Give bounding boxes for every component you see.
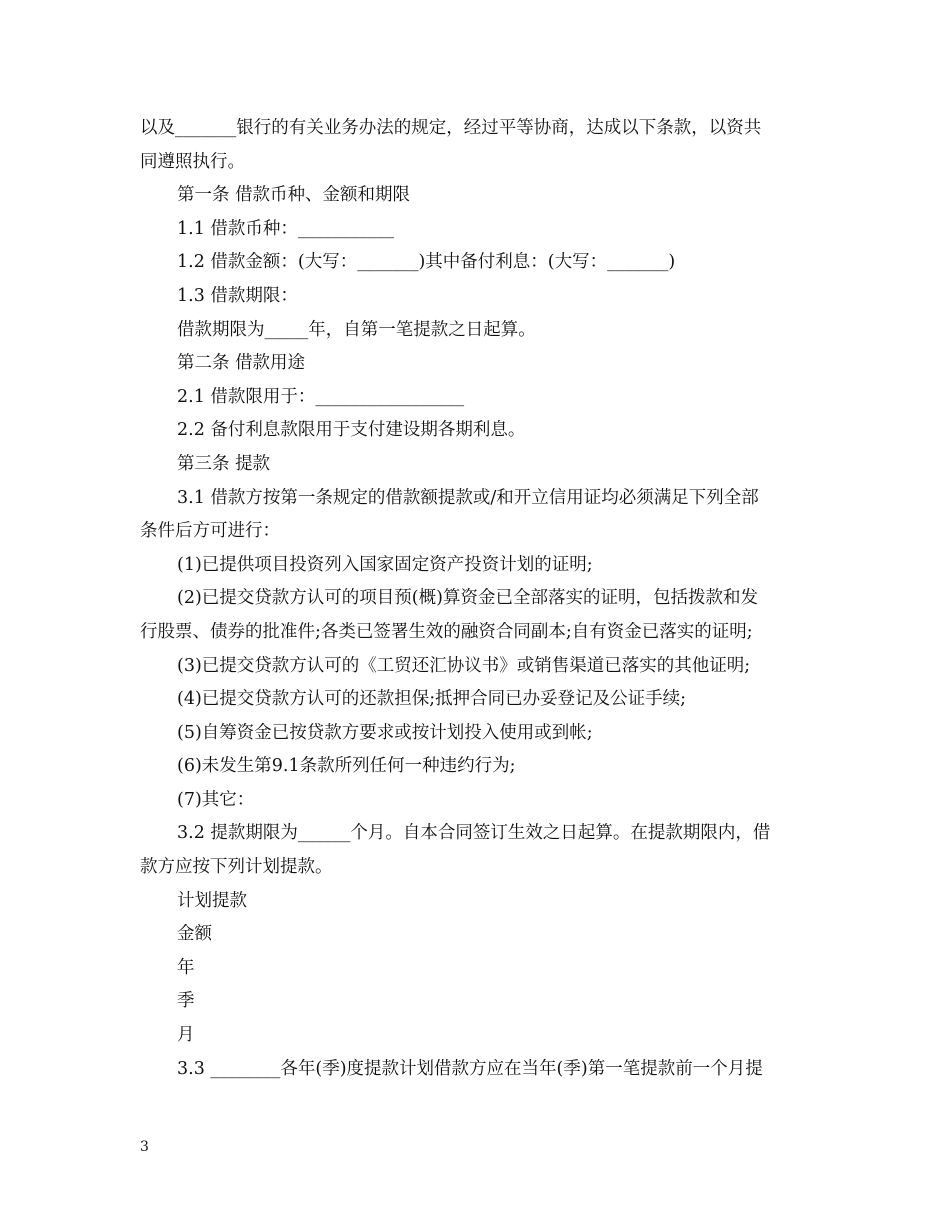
clause-line: 3.3 ________各年(季)度提款计划借款方应在当年(季)第一笔提款前一个月提	[177, 1058, 763, 1079]
table-label: 金额	[177, 924, 212, 945]
clause-line: 1.3 借款期限：	[177, 285, 298, 306]
condition-item: (1)已提供项目投资列入国家固定资产投资计划的证明;	[177, 554, 593, 575]
condition-item: (7)其它：	[177, 789, 255, 810]
condition-item: (5)自筹资金已按贷款方要求或按计划投入使用或到帐;	[177, 722, 593, 743]
article-heading: 第一条 借款币种、金额和期限	[177, 185, 411, 206]
article-heading: 第二条 借款用途	[177, 353, 306, 374]
condition-item: (6)未发生第9.1条款所列任何一种违约行为;	[177, 756, 516, 777]
text-line: 行股票、债券的批准件;各类已签署生效的融资合同副本;自有资金已落实的证明;	[140, 621, 753, 642]
clause-line: 1.2 借款金额：(大写：_______)其中备付利息：(大写：_______)	[177, 252, 676, 273]
text-line: 借款期限为_____年，自第一笔提款之日起算。	[177, 319, 536, 340]
clause-line: 3.2 提款期限为______个月。自本合同签订生效之日起算。在提款期限内，借	[177, 823, 771, 844]
condition-item: (4)已提交贷款方认可的还款担保;抵押合同已办妥登记及公证手续;	[177, 689, 687, 710]
text-line: 条件后方可进行：	[140, 521, 280, 542]
table-label: 月	[177, 1025, 195, 1046]
clause-line: 2.1 借款限用于：_________________	[177, 386, 465, 407]
condition-item: (3)已提交贷款方认可的《工贸还汇协议书》或销售渠道已落实的其他证明;	[177, 655, 751, 676]
text-line: 同遵照执行。	[140, 151, 245, 172]
page-number: 3	[140, 1139, 149, 1155]
table-label: 季	[177, 991, 195, 1012]
table-label: 年	[177, 957, 195, 978]
clause-line: 2.2 备付利息款限用于支付建设期各期利息。	[177, 420, 526, 441]
table-label: 计划提款	[177, 890, 247, 911]
condition-item: (2)已提交贷款方认可的项目预(概)算资金已全部落实的证明，包括拨款和发	[177, 588, 758, 609]
clause-line: 3.1 借款方按第一条规定的借款额提款或/和开立信用证均必须满足下列全部	[177, 487, 759, 508]
document-body	[140, 112, 812, 1086]
text-line: 款方应按下列计划提款。	[140, 857, 333, 878]
article-heading: 第三条 提款	[177, 453, 271, 474]
clause-line: 1.1 借款币种：___________	[177, 218, 395, 239]
text-line: 以及_______银行的有关业务办法的规定，经过平等协商，达成以下条款，以资共	[140, 118, 762, 138]
